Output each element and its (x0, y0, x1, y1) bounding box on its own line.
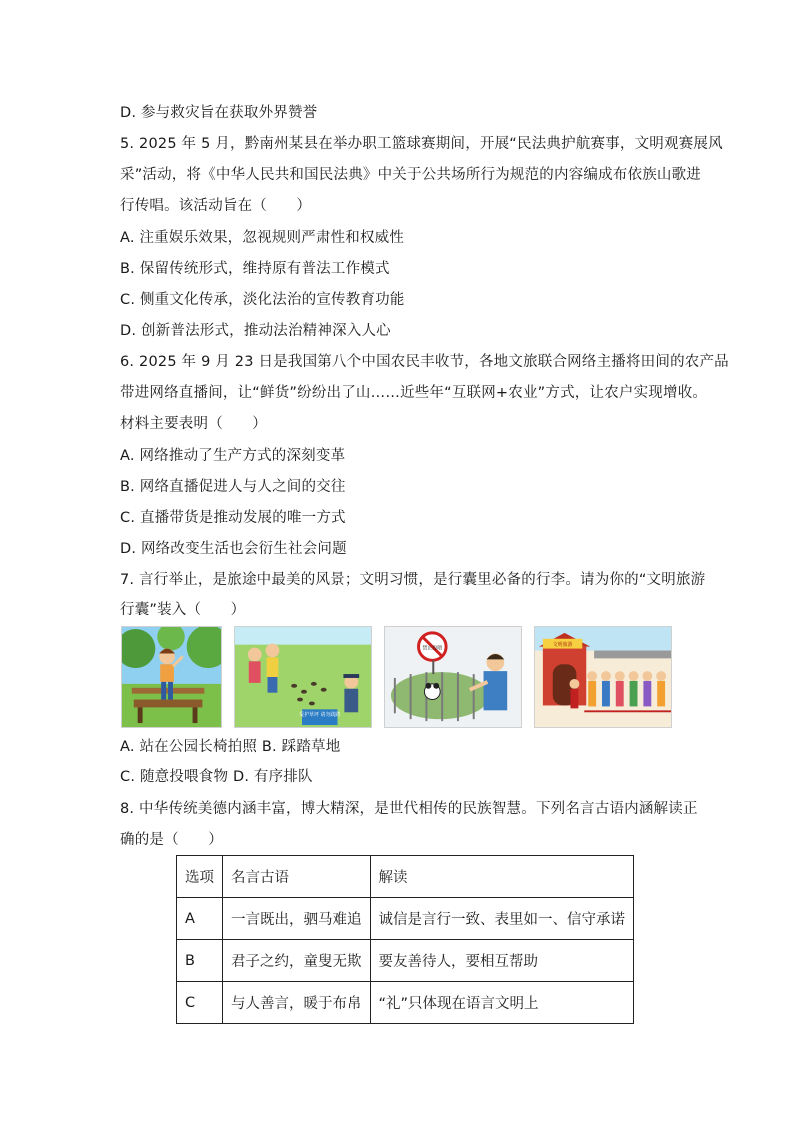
table-cell: 一言既出，驷马难追 (223, 898, 371, 940)
q6-stem-line-1: 6. 2025 年 9 月 23 日是我国第八个中国农民丰收节，各地文旅联合网络主播将田间的农产品 (120, 354, 729, 370)
q7-picture-bench (121, 626, 222, 728)
table-cell: 诚信是言行一致、表里如一、信守承诺 (370, 898, 634, 940)
q7-stem-line-2: 行囊”装入（ ） (120, 602, 246, 618)
q7-stem-line-1: 7. 言行举止，是旅途中最美的风景；文明习惯，是行囊里必备的行李。请为你的“文明旅游 (120, 572, 706, 588)
table-cell: “礼”只体现在语言文明上 (370, 982, 634, 1024)
q8-stem-line-1: 8. 中华传统美德内涵丰富，博大精深，是世代相传的民族智慧。下列名言古语内涵解读正 (120, 801, 698, 817)
q6-stem-line-2: 带进网络直播间，让“鲜货”纷纷出了山……近些年“互联网+农业”方式，让农户实现增收。 (120, 385, 708, 401)
table-header-cell: 名言古语 (223, 856, 371, 898)
q6-option-c: C. 直播带货是推动发展的唯一方式 (120, 510, 346, 526)
q6-option-a: A. 网络推动了生产方式的深刻变革 (120, 448, 346, 464)
table-cell: 君子之约，童叟无欺 (223, 940, 371, 982)
q6-stem-line-3: 材料主要表明（ ） (120, 416, 267, 432)
q5-option-b: B. 保留传统形式，维持原有普法工作模式 (120, 261, 390, 277)
q7-picture-feeding (384, 626, 522, 728)
table-cell: A (177, 898, 223, 940)
table-cell: 要友善待人，要相互帮助 (370, 940, 634, 982)
table-header-cell: 解读 (370, 856, 634, 898)
q5-stem-line-3: 行传唱。该活动旨在（ ） (120, 198, 312, 214)
q5-stem-line-1: 5. 2025 年 5 月，黔南州某县在举办职工篮球赛期间，开展“民法典护航赛事，文明观赛展风 (120, 136, 723, 152)
q5-option-a: A. 注重娱乐效果，忽视规则严肃性和权威性 (120, 230, 405, 246)
table-cell: C (177, 982, 223, 1024)
q4-option-d: D. 参与救灾旨在获取外界赞誉 (120, 105, 318, 121)
table-row (177, 982, 634, 1024)
no-feeding-sign-text: 禁止投喂 (422, 645, 443, 652)
q6-option-b: B. 网络直播促进人与人之间的交往 (120, 479, 346, 495)
q7-options-line-2: C. 随意投喂食物 D. 有序排队 (120, 769, 313, 785)
q7-picture-lawn (234, 626, 372, 728)
q5-stem-line-2: 采”活动，将《中华人民共和国民法典》中关于公共场所行为规范的内容编成布依族山歌进 (120, 167, 702, 183)
table-row (177, 898, 634, 940)
lawn-sign-text: 爱护草坪 请勿践踏 (299, 712, 341, 719)
q8-options-table (176, 855, 634, 1024)
q7-picture-queue (534, 626, 672, 728)
table-cell: 与人善言，暖于布帛 (223, 982, 371, 1024)
table-header-row (177, 856, 634, 898)
q8-stem-line-2: 确的是（ ） (120, 832, 223, 848)
q7-options-line-1: A. 站在公园长椅拍照 B. 踩踏草地 (120, 739, 341, 755)
q6-option-d: D. 网络改变生活也会衍生社会问题 (120, 541, 347, 557)
table-row (177, 940, 634, 982)
scenic-gate-sign-text: 文明旅游 (552, 642, 573, 649)
table-cell: B (177, 940, 223, 982)
table-header-cell: 选项 (177, 856, 223, 898)
q5-option-d: D. 创新普法形式，推动法治精神深入人心 (120, 323, 391, 339)
q5-option-c: C. 侧重文化传承，淡化法治的宣传教育功能 (120, 292, 405, 308)
